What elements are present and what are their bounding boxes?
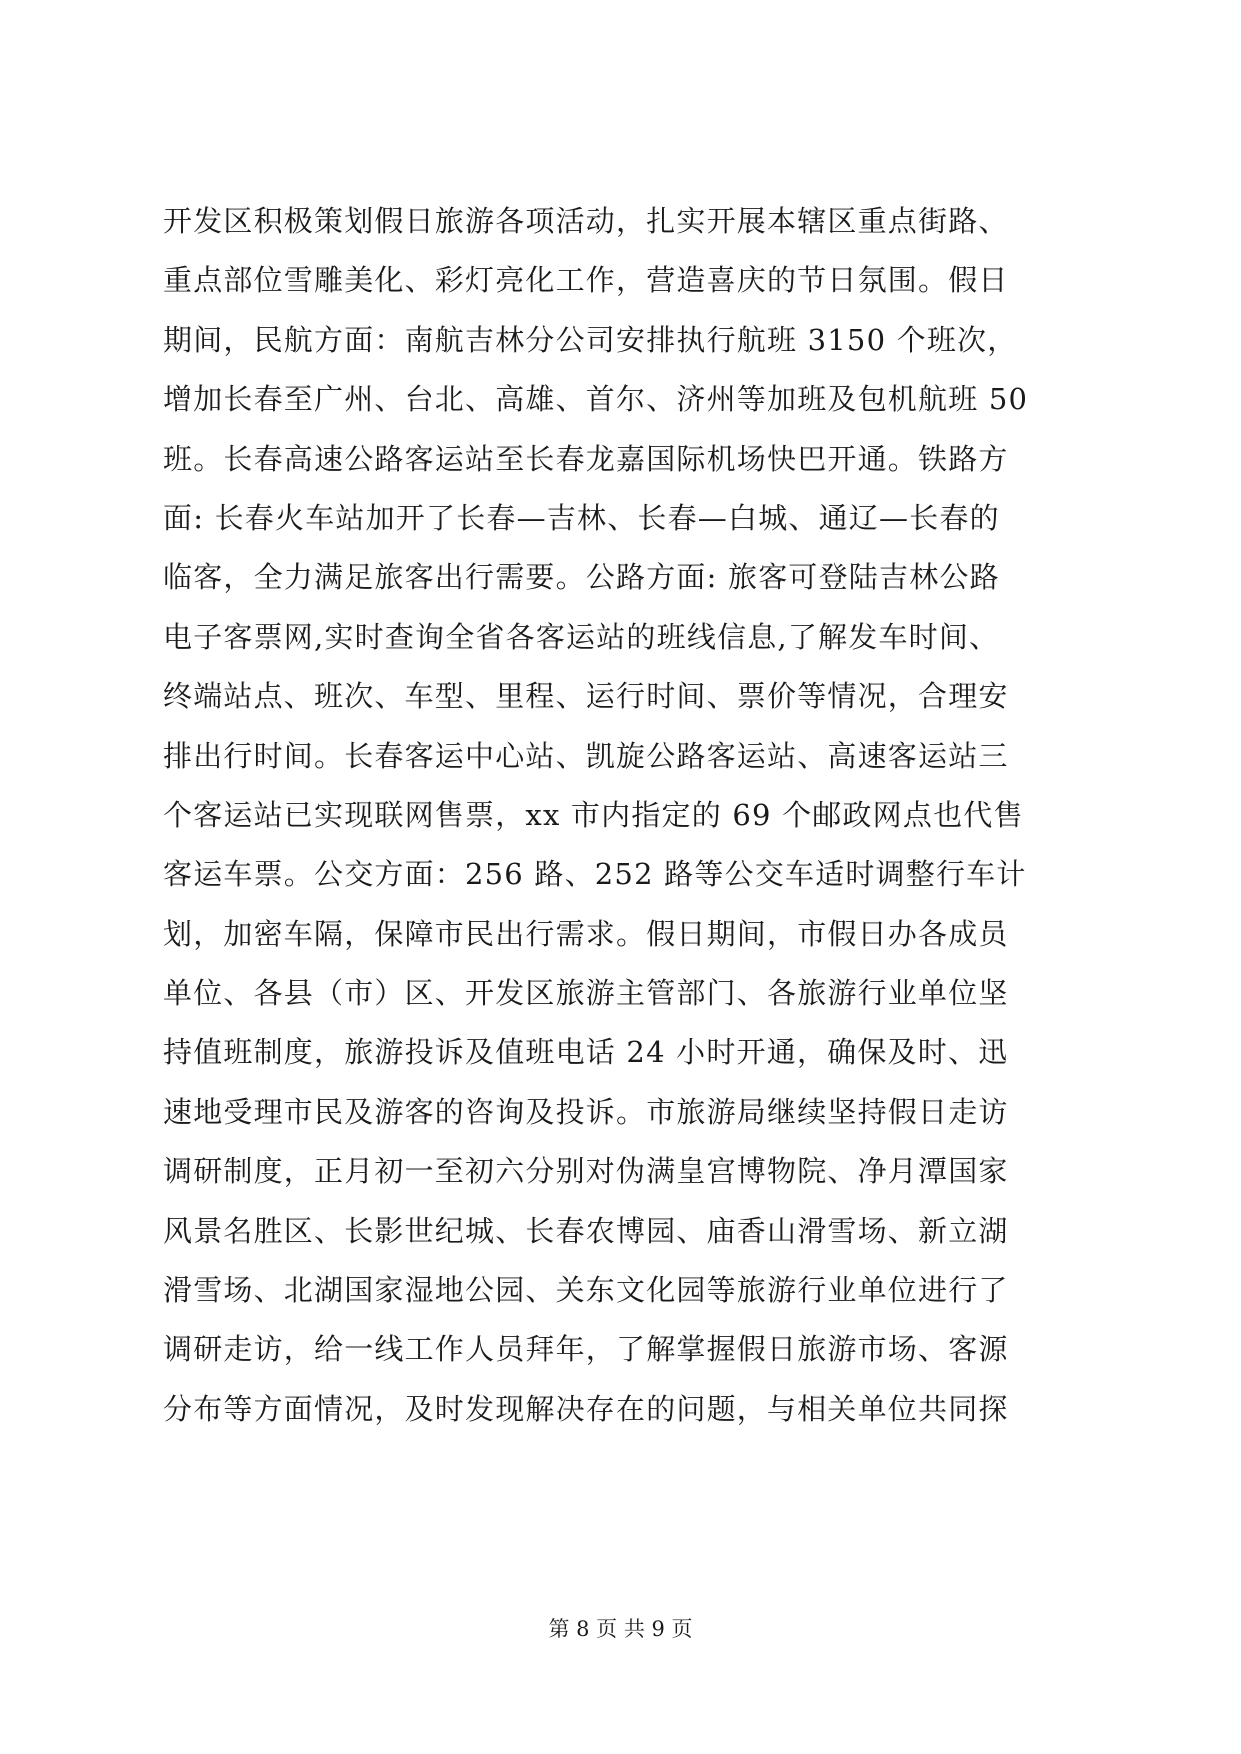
body-paragraph — [163, 201, 1083, 1448]
text-line: 临客，全力满足旅客出行需要。公路方面: 旅客可登陆吉林公路 — [163, 560, 1000, 595]
text-line: 面: 长春火车站加开了长春—吉林、长春—白城、通辽—长春的 — [163, 500, 1000, 535]
text-line: 电子客票网,实时查询全省各客运站的班线信息,了解发车时间、 — [163, 619, 1000, 654]
text-line: 滑雪场、北湖国家湿地公园、关东文化园等旅游行业单位进行了 — [163, 1273, 1009, 1308]
text-line: 客运车票。公交方面：256 路、252 路等公交车适时调整行车计 — [163, 857, 1027, 892]
text-line: 班。长春高速公路客运站至长春龙嘉国际机场快巴开通。铁路方 — [163, 441, 1009, 476]
text-line: 排出行时间。长春客运中心站、凯旋公路客运站、高速客运站三 — [163, 738, 1009, 773]
text-line: 个客运站已实现联网售票，xx 市内指定的 69 个邮政网点也代售 — [163, 797, 1024, 832]
text-line: 持值班制度，旅游投诉及值班电话 24 小时开通，确保及时、迅 — [163, 1035, 1009, 1070]
text-line: 期间，民航方面：南航吉林分公司安排执行航班 3150 个班次， — [163, 322, 1018, 357]
page-footer — [0, 1614, 1241, 1644]
text-line: 重点部位雪雕美化、彩灯亮化工作，营造喜庆的节日氛围。假日 — [163, 263, 1009, 298]
text-line: 开发区积极策划假日旅游各项活动，扎实开展本辖区重点街路、 — [163, 204, 1009, 238]
text-line: 增加长春至广州、台北、高雄、首尔、济州等加班及包机航班 50 — [163, 382, 1029, 417]
text-line: 分布等方面情况，及时发现解决存在的问题，与相关单位共同探 — [163, 1391, 1009, 1426]
text-line: 风景名胜区、长影世纪城、长春农博园、庙香山滑雪场、新立湖 — [163, 1213, 1009, 1248]
text-line: 终端站点、班次、车型、里程、运行时间、票价等情况，合理安 — [163, 679, 1009, 714]
text-line: 单位、各县（市）区、开发区旅游主管部门、各旅游行业单位坚 — [163, 976, 1009, 1011]
text-line: 调研制度，正月初一至初六分别对伪满皇宫博物院、净月潭国家 — [163, 1154, 1009, 1189]
text-line: 划，加密车隔，保障市民出行需求。假日期间，市假日办各成员 — [163, 916, 1009, 951]
text-line: 调研走访，给一线工作人员拜年，了解掌握假日旅游市场、客源 — [163, 1332, 1009, 1367]
page-number: 第 8 页 共 9 页 — [548, 1617, 693, 1641]
text-line: 速地受理市民及游客的咨询及投诉。市旅游局继续坚持假日走访 — [163, 1094, 1009, 1129]
